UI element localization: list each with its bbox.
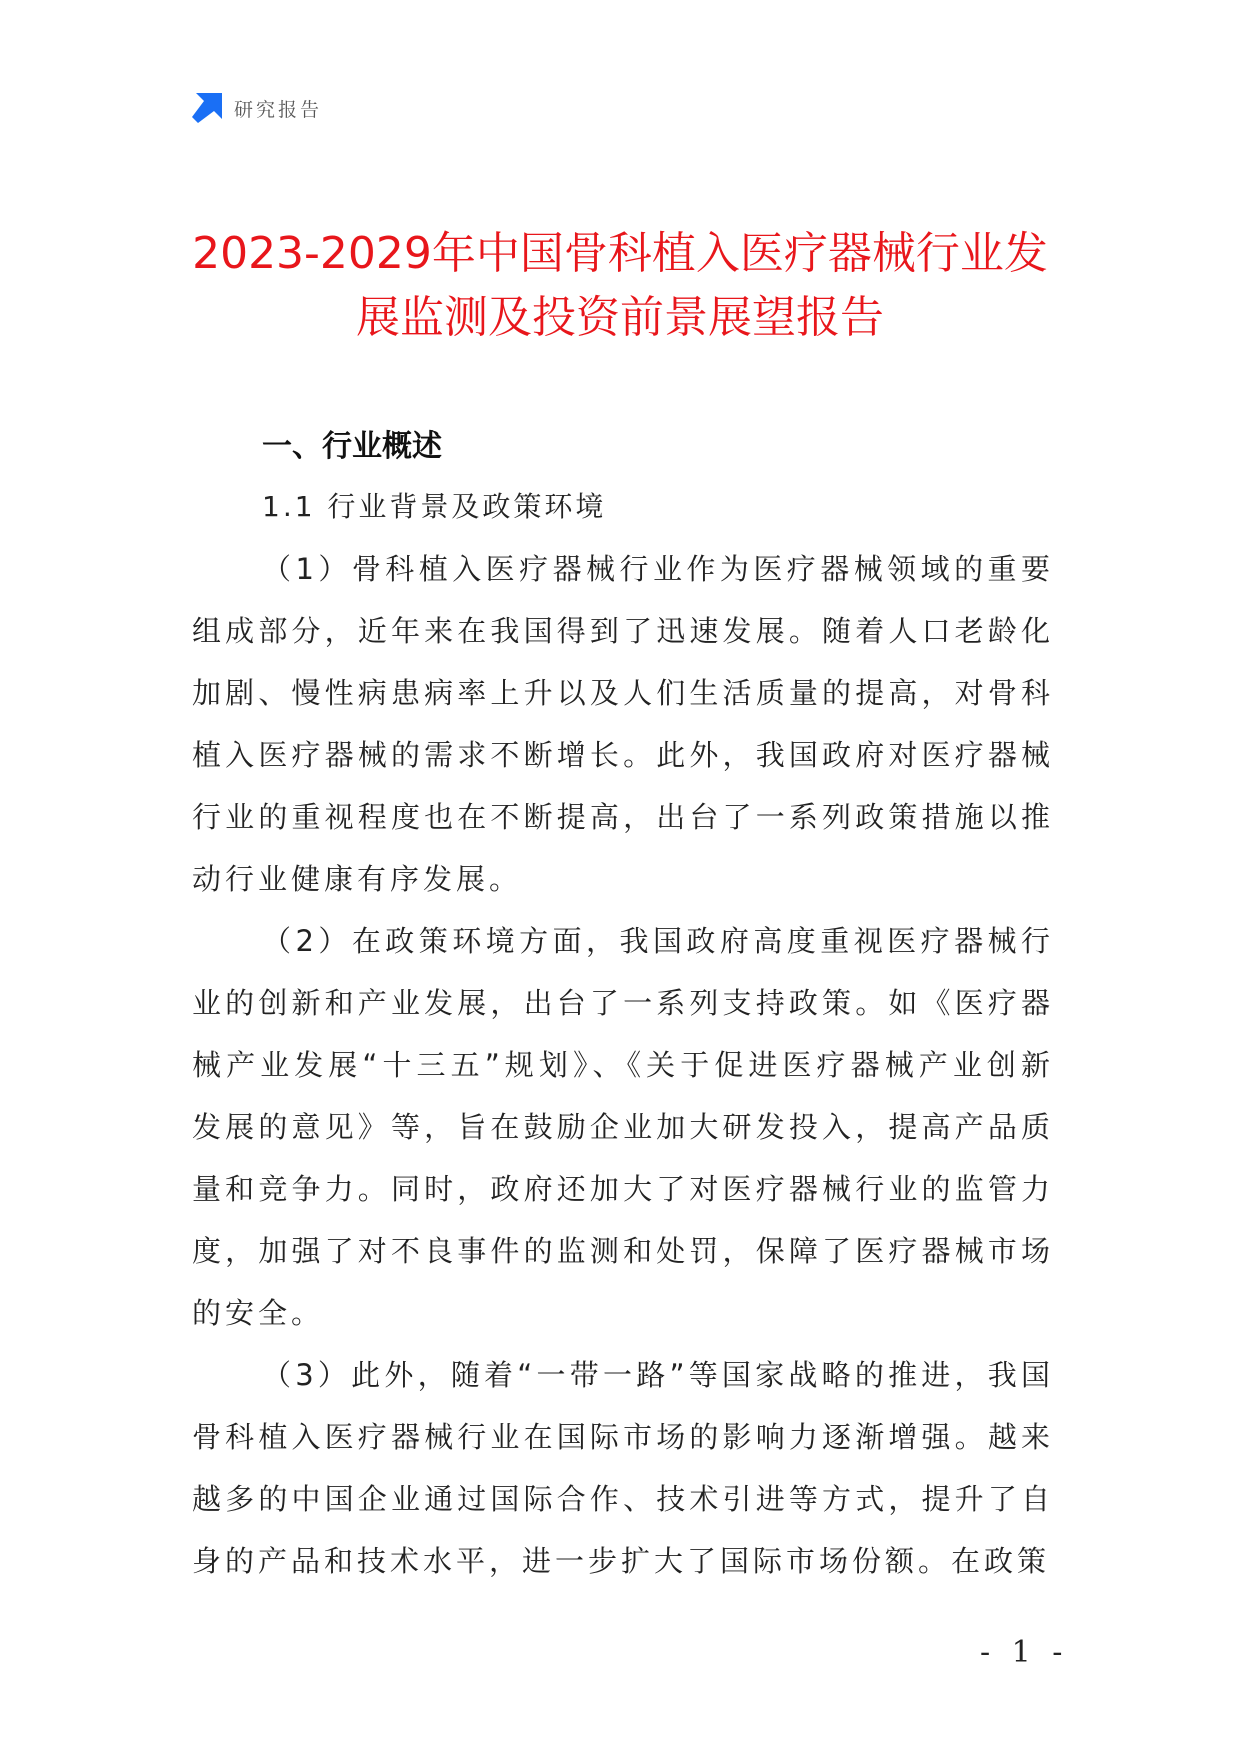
header-label: 研究报告 <box>234 98 323 121</box>
title-line-2: 展监测及投资前景展望报告 <box>356 292 884 343</box>
paragraph-3: （3）此外，随着“一带一路”等国家战略的推进，我国骨科植入医疗器械行业在国际市场的影响力逐渐增强。越来越多的中国企业通过国际合作、技术引进等方式，提升了自身的产品和技术水平，进一步扩大了国际市场份额。在政策 <box>192 1358 1054 1578</box>
page-header <box>192 90 322 126</box>
arrow-up-right-icon <box>192 93 222 123</box>
paragraph-2: （2）在政策环境方面，我国政府高度重视医疗器械行业的创新和产业发展，出台了一系列支持政策。如《医疗器械产业发展“十三五”规划》、《关于促进医疗器械产业创新发展的意见》等，旨在鼓励企业加大研发投入，提高产品质量和竞争力。同时，政府还加大了对医疗器械行业的监管力度，加强了对不良事件的监测和处罚，保障了医疗器械市场的安全。 <box>192 924 1054 1330</box>
document-body <box>192 418 1054 1592</box>
section-heading: 一、行业概述 <box>262 429 442 464</box>
document-title <box>150 222 1090 350</box>
page-number: - 1 - <box>980 1635 1069 1670</box>
title-line-1: 2023-2029年中国骨科植入医疗器械行业发 <box>192 228 1048 279</box>
paragraph-1: （1）骨科植入医疗器械行业作为医疗器械领域的重要组成部分，近年来在我国得到了迅速发展。随着人口老龄化加剧、慢性病患病率上升以及人们生活质量的提高，对骨科植入医疗器械的需求不断增长。此外，我国政府对医疗器械行业的重视程度也在不断提高，出台了一系列政策措施以推动行业健康有序发展。 <box>192 552 1054 896</box>
subsection-heading: 1.1 行业背景及政策环境 <box>262 490 607 523</box>
